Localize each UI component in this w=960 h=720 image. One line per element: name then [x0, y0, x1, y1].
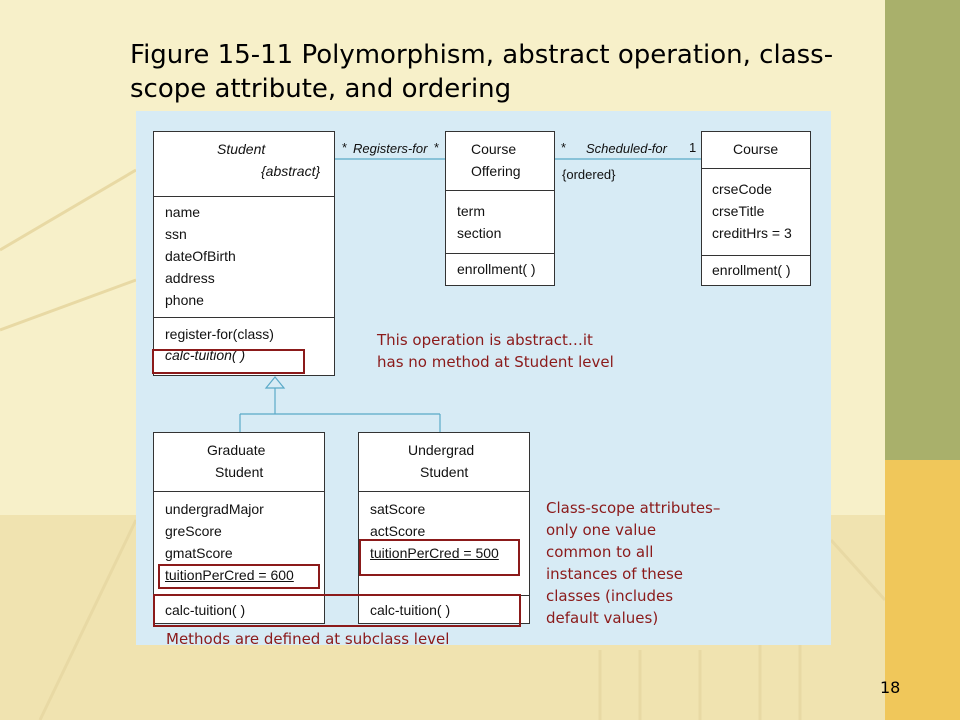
highlight-subclass-methods	[153, 594, 521, 627]
slide-title: Figure 15-11 Polymorphism, abstract operation, class-scope attribute, and ordering	[130, 40, 834, 104]
annotation-abstract-operation	[377, 329, 677, 373]
annotation-class-scope-line4: instances of these	[546, 565, 684, 583]
highlight-abstract-operation	[152, 349, 305, 374]
student-attr-phone: phone	[165, 292, 204, 308]
graduate-attr-tuitionpercred: tuitionPerCred = 600	[165, 567, 294, 583]
annotation-class-scope-line3: common to all	[546, 543, 654, 561]
course-offering-attributes-section	[446, 190, 554, 253]
student-attributes-section	[154, 196, 334, 317]
course-class-name: Course	[733, 141, 779, 157]
annotation-class-scope	[546, 497, 786, 629]
course-operations-section	[702, 255, 810, 285]
course-attr-crsecode: crseCode	[712, 181, 772, 197]
slide-page-number: 18	[880, 678, 901, 697]
uml-class-diagram	[136, 111, 831, 648]
scheduled-for-right-multiplicity: 1	[689, 140, 697, 155]
graduate-attr-grescore: greScore	[165, 523, 222, 539]
student-abstract-stereotype: {abstract}	[261, 163, 321, 179]
undergrad-op-calc-tuition: calc-tuition( )	[370, 602, 451, 618]
student-op-calc-tuition: calc-tuition( )	[165, 347, 246, 363]
highlight-undergrad-tuitionpercred	[359, 539, 520, 576]
registers-for-right-multiplicity: *	[434, 140, 440, 155]
class-course-offering	[445, 131, 555, 286]
course-offering-op-enrollment: enrollment( )	[457, 261, 536, 277]
student-attr-dateofbirth: dateOfBirth	[165, 248, 236, 264]
registers-for-left-multiplicity: *	[342, 140, 348, 155]
generalization-arrowhead	[266, 377, 284, 388]
undergrad-attr-actscore: actScore	[370, 523, 426, 539]
annotation-class-scope-line1: Class-scope attributes–	[546, 499, 721, 517]
course-attr-credithrs: creditHrs = 3	[712, 225, 792, 241]
student-attr-ssn: ssn	[165, 226, 187, 242]
graduate-attr-gmatscore: gmatScore	[165, 545, 233, 561]
student-op-register-for: register-for(class)	[165, 326, 274, 342]
scheduled-for-left-multiplicity: *	[561, 140, 567, 155]
course-offering-attr-term: term	[457, 203, 485, 219]
student-attr-address: address	[165, 270, 215, 286]
class-course	[701, 131, 811, 286]
graduate-op-calc-tuition: calc-tuition( )	[165, 602, 246, 618]
ordered-constraint: {ordered}	[562, 167, 616, 182]
course-attr-crsetitle: crseTitle	[712, 203, 765, 219]
annotation-methods-defined: Methods are defined at subclass level	[166, 630, 450, 648]
undergrad-student-name-line2: Student	[420, 464, 469, 480]
annotation-class-scope-line2: only one value	[546, 521, 657, 539]
scheduled-for-label: Scheduled-for	[586, 141, 667, 156]
graduate-student-name-line2: Student	[215, 464, 264, 480]
class-student	[153, 131, 335, 376]
course-offering-name-line1: Course	[471, 141, 517, 157]
student-class-name: Student	[217, 141, 266, 157]
student-attr-name: name	[165, 204, 201, 220]
course-offering-operations-section	[446, 253, 554, 285]
undergrad-attr-tuitionpercred: tuitionPerCred = 500	[370, 545, 499, 561]
background-sidebar	[885, 0, 960, 460]
annotation-abstract-line1: This operation is abstract…it	[377, 331, 593, 349]
graduate-student-name-line1: Graduate	[207, 442, 266, 458]
highlight-graduate-tuitionpercred	[158, 564, 320, 589]
undergrad-student-name-line1: Undergrad	[408, 442, 475, 458]
course-offering-name-line2: Offering	[471, 163, 521, 179]
graduate-attr-undergradmajor: undergradMajor	[165, 501, 264, 517]
annotation-class-scope-line6: default values)	[546, 609, 659, 627]
annotation-abstract-line2: has no method at Student level	[377, 353, 614, 371]
registers-for-label: Registers-for	[353, 141, 428, 156]
course-offering-attr-section: section	[457, 225, 502, 241]
annotation-class-scope-line5: classes (includes	[546, 587, 674, 605]
course-op-enrollment: enrollment( )	[712, 262, 791, 278]
undergrad-attr-satscore: satScore	[370, 501, 426, 517]
course-attributes-section	[702, 168, 810, 255]
